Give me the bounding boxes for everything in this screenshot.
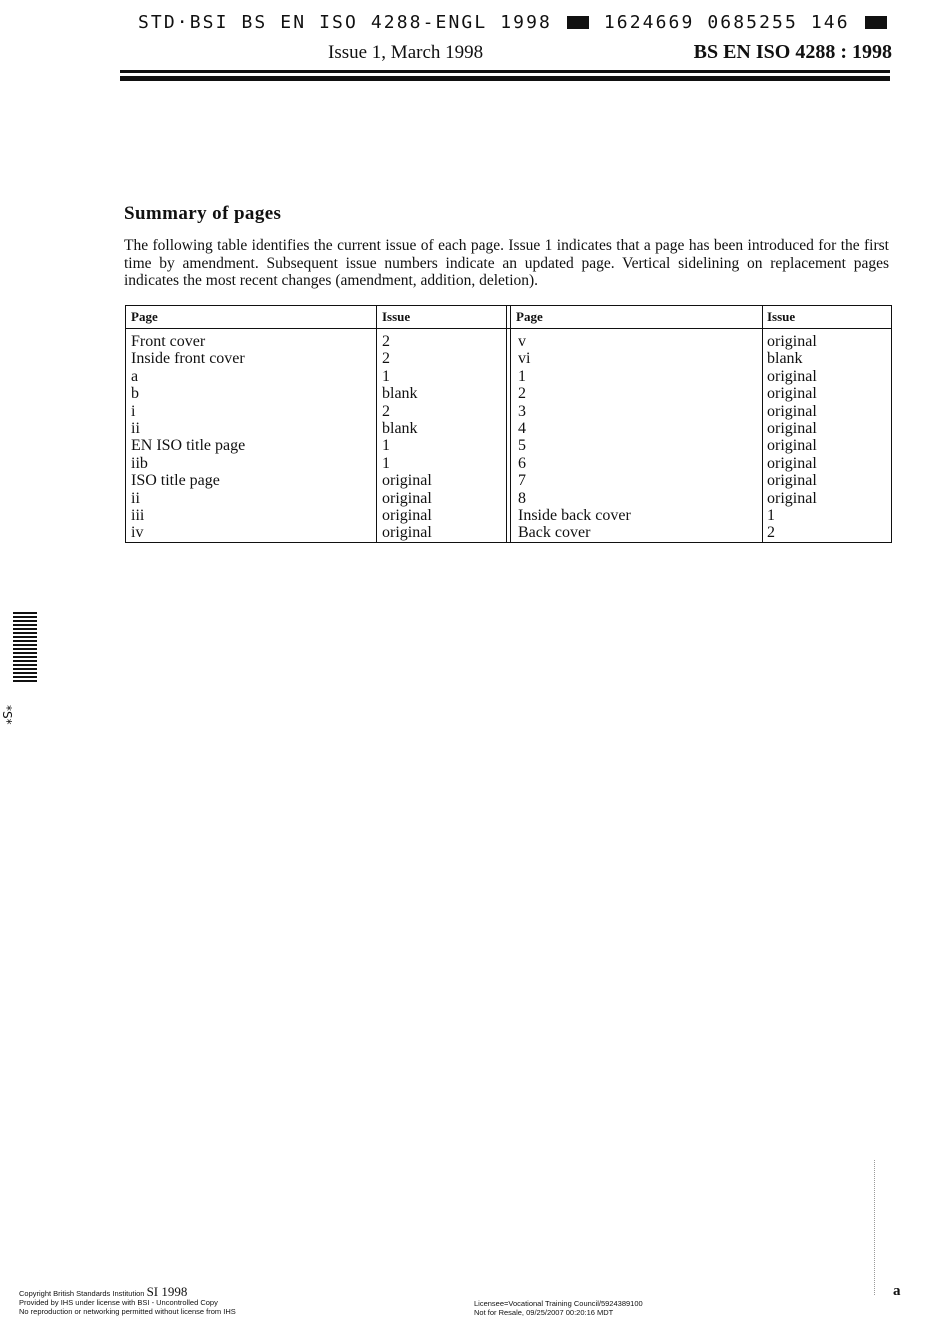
header-divider bbox=[126, 328, 891, 329]
footer-licensee: Licensee=Vocational Training Council/5924389100 bbox=[474, 1299, 643, 1308]
table-cell: i bbox=[131, 402, 136, 420]
page-number: a bbox=[893, 1283, 901, 1299]
table-cell: Inside front cover bbox=[131, 350, 245, 368]
table-cell: ii bbox=[131, 489, 140, 507]
footer-not-for-resale: Not for Resale, 09/25/2007 00:20:16 MDT bbox=[474, 1308, 614, 1317]
table-cell: 2 bbox=[518, 385, 526, 403]
table-cell: original bbox=[382, 524, 432, 542]
column-divider bbox=[376, 306, 377, 542]
table-cell: original bbox=[382, 472, 432, 490]
side-barcode bbox=[13, 612, 37, 684]
table-cell: Inside back cover bbox=[518, 507, 631, 525]
table-cell: original bbox=[767, 385, 817, 403]
column-divider bbox=[762, 306, 763, 542]
right-issue-column bbox=[767, 333, 817, 542]
table-cell: blank bbox=[382, 420, 418, 438]
table-cell: ii bbox=[131, 420, 140, 438]
table-cell: 4 bbox=[518, 420, 526, 438]
stamp-number: 1624669 0685255 146 bbox=[603, 12, 850, 33]
table-cell: iib bbox=[131, 454, 148, 472]
header-rule-thin bbox=[120, 70, 890, 73]
right-page-column bbox=[518, 333, 631, 542]
header-page-right: Page bbox=[516, 309, 543, 324]
table-cell: b bbox=[131, 385, 139, 403]
table-cell: original bbox=[767, 454, 817, 472]
table-cell: EN ISO title page bbox=[131, 437, 246, 455]
table-cell: original bbox=[767, 489, 817, 507]
sideline-mark bbox=[874, 1160, 875, 1295]
footer-left bbox=[19, 1284, 236, 1316]
issue-line: Issue 1, March 1998 bbox=[328, 42, 484, 63]
side-mark: *S* bbox=[0, 705, 14, 725]
table-cell: Front cover bbox=[131, 333, 206, 350]
table-cell: 1 bbox=[382, 454, 390, 472]
table-cell: original bbox=[382, 489, 432, 507]
header-rule-thick bbox=[120, 76, 890, 81]
table-cell: iv bbox=[131, 524, 144, 542]
footer-licensee-block bbox=[474, 1299, 643, 1317]
table-cell: 2 bbox=[382, 402, 390, 420]
footer-copyright-overlay: SI 1998 bbox=[146, 1284, 188, 1299]
table-cell: iii bbox=[131, 507, 145, 525]
standard-title: BS EN ISO 4288 : 1998 bbox=[693, 41, 892, 63]
footer-copyright: Copyright British Standards Institution bbox=[19, 1289, 145, 1298]
table-cell: original bbox=[767, 437, 817, 455]
summary-table bbox=[125, 305, 892, 543]
table-cell: 3 bbox=[518, 402, 526, 420]
table-cell: 1 bbox=[382, 367, 390, 385]
footer-no-reproduction: No reproduction or networking permitted without license from IHS bbox=[19, 1307, 236, 1316]
table-cell: original bbox=[767, 333, 817, 350]
header-page-left: Page bbox=[131, 309, 158, 324]
left-page-column bbox=[131, 333, 245, 542]
table-cell: 5 bbox=[518, 437, 526, 455]
table-cell: blank bbox=[767, 350, 803, 368]
footer-provided-by: Provided by IHS under license with BSI - Uncontrolled Copy bbox=[19, 1298, 218, 1307]
left-issue-column bbox=[382, 333, 432, 542]
table-cell: ISO title page bbox=[131, 472, 220, 490]
table-cell: Back cover bbox=[518, 524, 591, 542]
document-stamp bbox=[138, 12, 889, 33]
table-cell: 1 bbox=[518, 367, 526, 385]
table-cell: 2 bbox=[382, 333, 390, 350]
table-cell: 1 bbox=[767, 507, 775, 525]
column-divider-double-b bbox=[510, 306, 511, 542]
table-cell: original bbox=[382, 507, 432, 525]
stamp-block-1 bbox=[567, 16, 589, 29]
column-divider-double-a bbox=[506, 306, 507, 542]
table-cell: original bbox=[767, 402, 817, 420]
table-cell: original bbox=[767, 420, 817, 438]
table-cell: 1 bbox=[382, 437, 390, 455]
table-cell: original bbox=[767, 472, 817, 490]
table-cell: 2 bbox=[382, 350, 390, 368]
table-cell: blank bbox=[382, 385, 418, 403]
header-issue-right: Issue bbox=[767, 309, 796, 324]
section-title: Summary of pages bbox=[124, 203, 282, 224]
table-cell: 7 bbox=[518, 472, 526, 490]
table-cell: v bbox=[518, 333, 526, 350]
table-cell: 2 bbox=[767, 524, 775, 542]
header-issue-left: Issue bbox=[382, 309, 411, 324]
intro-paragraph: The following table identifies the current issue of each page. Issue 1 indicates that a page has been introduced for the first time by amendment. Subsequent issue numbers indicate an updated page. Vertical sidelining on replacement pages indicates the most recent changes (amendment, addition, deletion). bbox=[124, 237, 889, 289]
table-cell: vi bbox=[518, 350, 531, 368]
table-cell: a bbox=[131, 367, 139, 385]
table-cell: original bbox=[767, 367, 817, 385]
table-cell: 8 bbox=[518, 489, 526, 507]
stamp-block-2 bbox=[865, 16, 887, 29]
table-cell: 6 bbox=[518, 454, 526, 472]
stamp-code: STD·BSI BS EN ISO 4288-ENGL 1998 bbox=[138, 12, 552, 33]
